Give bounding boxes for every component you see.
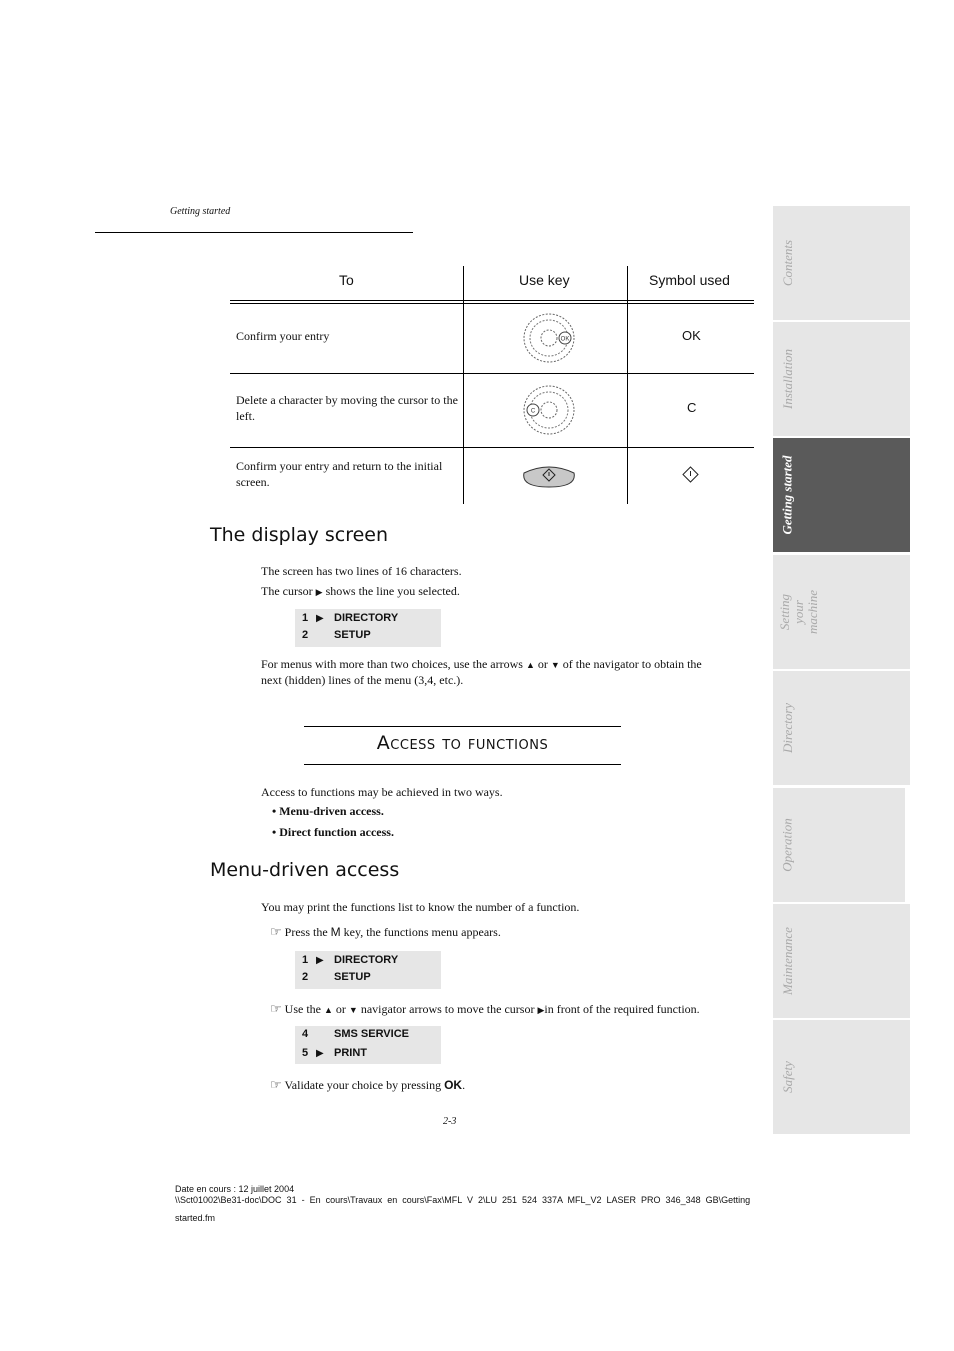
lcd-label: SETUP: [334, 629, 371, 641]
side-tab-label: Contents: [780, 239, 796, 287]
side-tab-setting-your-machine[interactable]: [773, 555, 910, 669]
page-number: 2-3: [443, 1116, 457, 1127]
footer-path-continued: started.fm: [175, 1213, 216, 1223]
stop-key-icon: [521, 463, 577, 489]
text: key, the functions menu appears.: [343, 925, 501, 939]
table-header-use-key: Use key: [519, 272, 570, 288]
lcd-label: DIRECTORY: [334, 954, 399, 966]
text: or: [537, 657, 548, 671]
lcd-label: DIRECTORY: [334, 612, 399, 624]
side-tab-contents[interactable]: [773, 206, 910, 320]
text: in front of the required function.: [544, 1002, 700, 1016]
arrow-up-icon: ▲: [525, 660, 535, 670]
lcd-number: 1: [302, 612, 309, 624]
table-divider: [627, 266, 628, 504]
paragraph: next (hidden) lines of the menu (3,4, etc.).: [261, 673, 464, 687]
text: .: [462, 1078, 466, 1092]
paragraph: [261, 657, 751, 672]
side-tab-operation[interactable]: [773, 788, 905, 902]
text: or: [335, 1002, 346, 1016]
section-heading-display-screen: The display screen: [210, 524, 389, 546]
pointing-hand-icon: ☞: [270, 924, 282, 939]
text: Press the: [284, 925, 328, 939]
text: Validate your choice by pressing: [284, 1078, 442, 1092]
lcd-cursor-icon: ▶: [316, 955, 324, 966]
side-tab-label: Directory: [780, 702, 795, 754]
side-tab-label: Operation: [780, 818, 796, 872]
table-header-to: To: [339, 272, 354, 288]
lcd-line: [302, 952, 398, 969]
table-cell-symbol: OK: [682, 328, 701, 343]
side-tab-label: Installation: [780, 349, 796, 409]
lcd-line: [302, 969, 371, 986]
text: For menus with more than two choices, use the arrows: [261, 657, 523, 671]
arrow-up-icon: ▲: [323, 1005, 333, 1015]
lcd-number: 5: [302, 1047, 309, 1059]
table-cell-action: Confirm your entry: [236, 329, 330, 343]
arrow-down-icon: ▼: [348, 1005, 358, 1015]
text: Menu-driven access.: [279, 804, 384, 818]
section-heading-menu-driven: Menu-driven access: [210, 859, 400, 881]
step: [270, 1001, 700, 1017]
lcd-label: SETUP: [334, 971, 371, 983]
key-name: OK: [444, 1078, 463, 1092]
arrow-down-icon: ▼: [550, 660, 560, 670]
step: [270, 924, 501, 940]
lcd-number: 2: [302, 971, 309, 983]
footer-path: \\Sct01002\Be31-doc\DOC 31 - En cours\Travaux en cours\Fax\MFL V 2\LU 251 524 337A MFL_V2 LASER PRO 346_348 GB\Getting: [175, 1195, 751, 1205]
navigator-ok-key-icon: [522, 312, 576, 364]
ok-key-label: OK: [560, 336, 570, 343]
table-divider: [463, 266, 464, 504]
side-tab-directory[interactable]: [773, 671, 910, 785]
paragraph: [261, 584, 460, 599]
table-divider: [230, 447, 754, 448]
text: navigator arrows to move the cursor: [360, 1002, 535, 1016]
text: of the navigator to obtain the: [562, 657, 702, 671]
side-tab-label: Getting started: [780, 455, 795, 535]
table-header-symbol: Symbol used: [649, 272, 730, 288]
c-key-label: C: [530, 408, 536, 415]
cursor-right-icon: ▶: [315, 587, 323, 597]
list-item: [272, 825, 394, 840]
table-divider: [230, 373, 754, 374]
list-item: [272, 804, 384, 819]
side-tab-getting-started[interactable]: [773, 438, 910, 552]
table-divider: [230, 300, 754, 301]
side-tab-label: Maintenance: [780, 927, 795, 995]
side-tab-label: Safety: [780, 1061, 796, 1093]
side-tab-safety[interactable]: [773, 1020, 910, 1134]
text: shows the line you selected.: [325, 584, 460, 598]
stop-symbol-icon: [682, 466, 699, 483]
text: Direct function access.: [279, 825, 394, 839]
table-cell-symbol: C: [687, 400, 697, 415]
pointing-hand-icon: ☞: [270, 1077, 282, 1092]
lcd-cursor-icon: ▶: [316, 613, 324, 624]
lcd-display: [295, 609, 441, 647]
lcd-number: 1: [302, 954, 309, 966]
table-divider: [230, 303, 754, 304]
lcd-display: [295, 1026, 441, 1064]
lcd-line: [302, 627, 371, 644]
text: The cursor: [261, 584, 313, 598]
pointing-hand-icon: ☞: [270, 1001, 282, 1016]
lcd-line: [302, 610, 398, 627]
paragraph: Access to functions may be achieved in two ways.: [261, 785, 503, 799]
bullet-icon: •: [272, 825, 280, 839]
running-header: Getting started: [170, 206, 231, 217]
cursor-right-icon: ▶: [537, 1005, 545, 1015]
lcd-cursor-icon: ▶: [316, 1048, 324, 1059]
side-tab-maintenance[interactable]: [773, 904, 910, 1018]
text: Use the: [284, 1002, 321, 1016]
lcd-number: 4: [302, 1028, 309, 1040]
key-name: M: [330, 925, 341, 939]
table-cell-action: Delete a character by moving the cursor to the left.: [236, 393, 458, 423]
step: [270, 1077, 465, 1093]
lcd-line: [302, 1045, 367, 1062]
bullet-icon: •: [272, 804, 280, 818]
table-cell-action: Confirm your entry and return to the initial screen.: [236, 459, 443, 489]
paragraph: The screen has two lines of 16 characters.: [261, 564, 462, 578]
navigator-c-key-icon: [522, 384, 576, 436]
lcd-number: 2: [302, 629, 309, 641]
lcd-label: SMS SERVICE: [334, 1028, 409, 1040]
lcd-display: [295, 951, 441, 989]
header-rule: [95, 232, 413, 233]
paragraph: You may print the functions list to know the number of a function.: [261, 900, 580, 914]
lcd-label: PRINT: [334, 1047, 367, 1059]
lcd-line: [302, 1026, 409, 1043]
footer-date: Date en cours : 12 juillet 2004: [175, 1184, 295, 1194]
side-tab-installation[interactable]: [773, 322, 910, 436]
side-tab-label: Setting your machine: [777, 589, 820, 635]
chapter-title: Access to functions: [304, 726, 621, 765]
